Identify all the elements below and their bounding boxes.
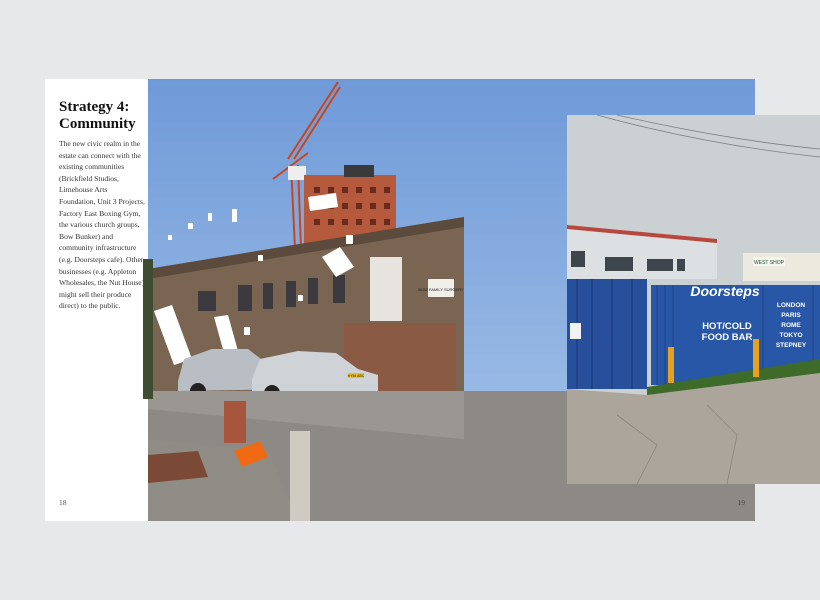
title-line-1: Strategy 4: bbox=[59, 99, 130, 115]
shop-sign-text: WEST SHOP bbox=[754, 260, 784, 266]
city-stepney: STEPNEY bbox=[775, 342, 807, 349]
page-title bbox=[59, 99, 145, 133]
inset-photo bbox=[567, 115, 820, 484]
title-line-2: Community bbox=[59, 116, 136, 132]
city-paris: PARIS bbox=[781, 312, 801, 319]
doorsteps-logo: Doorsteps bbox=[690, 283, 760, 299]
city-london: LONDON bbox=[776, 302, 806, 309]
page-number-right: 19 bbox=[737, 498, 745, 507]
number-plate: HY54 ABC bbox=[347, 374, 365, 378]
food-bar-text: FOOD BAR bbox=[701, 332, 753, 343]
city-rome: ROME bbox=[781, 322, 801, 329]
body-paragraph: The new civic realm in the estate can connect with the existing communities (Brickfield Studios, Limehouse Arts Foundation, Unit 3 Projects, Factory East Boxing Gym, the various church groups, Bow Bunker) and community infrastructure (e.g. Doorsteps cafe). Other businesses (e.g. Appleton Wholesales, the Nut House) might sell their produce direct) to the public. bbox=[59, 139, 145, 311]
surgery-sign-text: BOW FAMILY SURGERY bbox=[418, 287, 464, 292]
street-photo bbox=[148, 79, 807, 521]
page-number-left: 18 bbox=[59, 498, 67, 507]
page-spread bbox=[45, 79, 807, 521]
city-tokyo: TOKYO bbox=[779, 332, 803, 339]
text-column bbox=[45, 79, 148, 521]
container-scene-illustration bbox=[567, 115, 820, 484]
hot-cold-text: HOT/COLD bbox=[702, 321, 752, 332]
